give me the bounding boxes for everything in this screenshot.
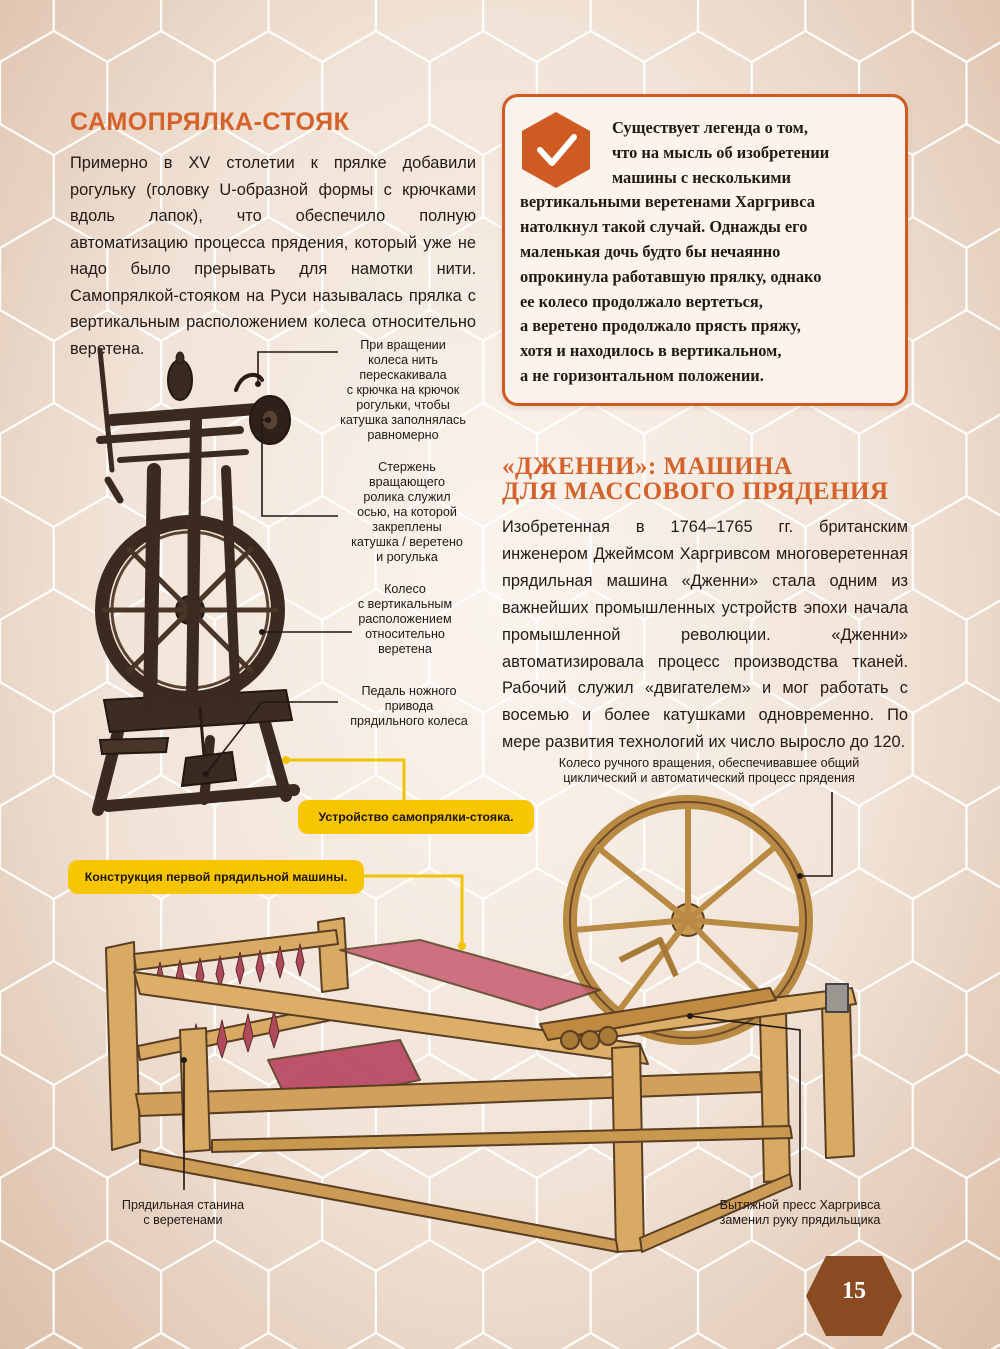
tag-first-spinning-machine: Конструкция первой прядильной машины. [68,860,364,894]
section-intro-text: Примерно в XV столетии к прялке добавили рогульку (головку U-образной формы с крючками вдоль лапок), что обеспечило полную автоматизацию процесса прядения, который уже не надо было прерывать для намотки нити. Самопрялкой-стояком на Руси называлась прялка с вертикальным расположением колеса относительно веретена. [70,154,476,358]
page-number-badge [806,1256,902,1336]
legend-line: натолкнул такой случай. Однажды его [520,217,808,237]
caption-flyer-hooks [328,338,478,443]
caption-line: колеса нить [368,353,438,367]
caption-line: прядильного колеса [350,714,468,728]
caption-line: относительно [365,627,445,641]
legend-line: маленькая дочь будто бы нечаянно [520,241,781,261]
section-jenny-text: Изобретенная в 1764–1765 гг. британским инженером Джеймсом Харгривсом многоверетенная прядильная машина «Дженни» стала одним из важнейших промышленных устройств эпохи начала промышленной революции. «Дженни» автоматизировала процесс производства тканей. Рабочий служил «двигателем» и мог работать с восемью и более катушками одновременно. По мере развития технологий их число выросло до 120. [502,518,908,752]
caption-line: Стержень [378,460,436,474]
caption-line: катушка / веретено [351,535,463,549]
caption-line: закреплены [372,520,442,534]
caption-spindle-frame [108,1198,258,1228]
section-title-line: «ДЖЕННИ»: МАШИНА [502,453,793,480]
legend-line: опрокинула работавшую прялку, однако [520,266,822,286]
legend-line: Существует легенда о том, [612,118,808,137]
page-number: 15 [842,1278,866,1304]
caption-line: и рогулька [376,550,438,564]
caption-line: расположением [358,612,452,626]
caption-line: вращающего [368,475,446,489]
legend-line: что на мысль об изобретении [612,142,830,162]
caption-roller-axis [336,460,478,565]
caption-line: осью, на которой [357,505,457,519]
legend-line: хотя и находилось в вертикальном, [520,341,782,361]
caption-line: Прядильная станина [121,1198,245,1212]
caption-line: Педаль ножного [361,684,457,698]
section-title-line: ДЛЯ МАССОВОГО ПРЯДЕНИЯ [502,478,889,505]
caption-line: с вертикальным [357,597,453,611]
legend-line: а веретено продолжало прясть пряжу, [520,316,801,336]
caption-hand-wheel [522,756,896,786]
caption-line: циклический и автоматический процесс прядения [563,771,855,785]
tag-connector-dots [282,756,466,950]
caption-vertical-wheel [346,582,464,657]
caption-pedal [334,684,484,729]
caption-line: ролика служил [363,490,451,504]
caption-line: равномерно [367,428,439,442]
legend-line: вертикальными веретенами Харгривса [520,192,815,212]
caption-drawing-press [698,1198,902,1228]
caption-line: Вытяжной пресс Харгривса [719,1198,881,1212]
caption-line: привода [384,699,434,713]
legend-line: ее колесо продолжало вертеться, [520,291,763,311]
caption-line: рогульки, чтобы [356,398,450,412]
caption-line: Колесо ручного вращения, обеспечивавшее общий [558,756,860,770]
caption-line: Колесо [384,582,426,596]
caption-line: с веретенами [143,1213,223,1227]
section-title-spinning-wheel: САМОПРЯЛКА-СТОЯК [70,108,350,136]
tag-connectors [286,760,462,946]
spinning-wheel-illustration [98,350,294,810]
caption-line: веретена [378,642,432,656]
tag-spinning-wheel: Устройство самопрялки-стояка. [298,800,534,834]
legend-line: машины с несколькими [612,167,792,187]
caption-line: катушка заполнялась [340,413,466,427]
caption-line: с крючка на крючок [346,383,460,397]
caption-line: При вращении [360,338,446,352]
caption-line: заменил руку прядильщика [719,1213,881,1227]
legend-line: а не горизонтальном положении. [520,365,764,385]
caption-line: перескакивала [359,368,447,382]
